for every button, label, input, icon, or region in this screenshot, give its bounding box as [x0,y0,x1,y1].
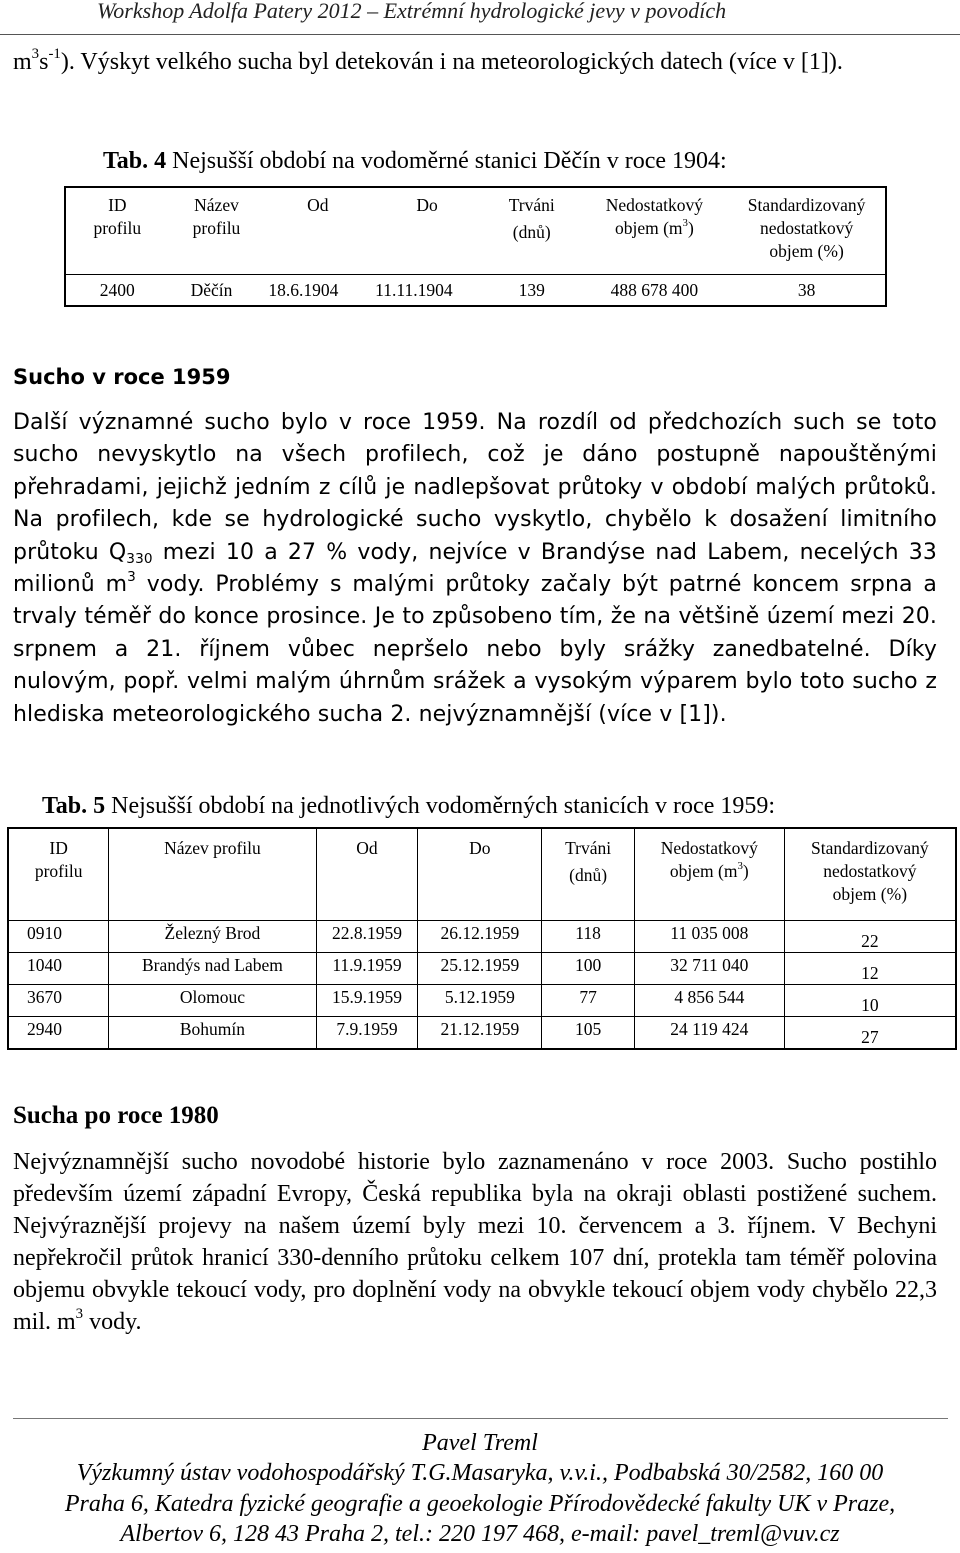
table1-header-nedostatkovy: Nedostatkový objem $(m^3)$ [605,195,703,238]
table1-header-name: Název profilu [192,195,241,238]
intro-sup-1: 3 [31,45,40,62]
table2-cell-name: Železný Brod [109,921,316,953]
table1-cell-objem: 488 678 400 [581,275,729,307]
table2-cell-name: Bohumín [109,1017,316,1050]
table2-cell-name: Brandýs nad Labem [109,953,316,985]
section2-text-b: vody. [83,1309,142,1335]
footer-line-3: Praha 6, Katedra fyzické geografie a geoekologie Přírodovědecké fakulty UK v Praze, [64,1491,896,1517]
table2-cell-id: 2940 [8,1017,109,1050]
table2-cell-trvani: 118 [542,921,635,953]
section1-sup: 3 [127,568,136,585]
table2-cell-pct: 12 [784,953,956,985]
table2-cell-do: 5.12.1959 [418,985,542,1017]
table2-cell-trvani: 105 [542,1017,635,1050]
table1-header-standardizovany: Standardizovaný nedostatkový objem (%) [747,195,866,261]
footer-line-2: Výzkumný ústav vodohospodářský T.G.Masaryka, v.v.i., Podbabská 30/2582, 160 00 [76,1460,884,1486]
table2-cell-objem: 11 035 008 [634,921,784,953]
table1-header-od: Od [307,195,329,215]
table1-header-row [65,187,886,275]
section-heading-1959: Sucho v roce 1959 [13,365,231,389]
intro-text-c: ). Výskyt velkého sucha byl detekován i na meteorologických datech (více v [1]). [60,49,843,75]
table2-cell-do: 26.12.1959 [418,921,542,953]
table2-header-name: Název profilu [109,828,316,921]
table-row [65,275,886,307]
table1-caption [103,148,727,175]
table2-cell-od: 15.9.1959 [316,985,418,1017]
table1-caption-text: Nejsušší období na vodoměrné stanici Děčín v roce 1904: [166,148,727,174]
running-header [0,0,960,35]
table2-caption-text: Nejsušší období na jednotlivých vodoměrných stanicích v roce 1959: [105,793,776,819]
footer-divider [13,1418,948,1419]
table1-cell-id: 2400 [65,275,169,307]
footer-line-4: Albertov 6, 128 43 Praha 2, tel.: 220 197 468, e-mail: pavel_treml@vuv.cz [120,1521,840,1547]
table2-header-nedostatkovy: Nedostatkový objem $(m^3)$ [634,828,784,921]
table1-header-do: Do [416,195,438,215]
table1-cell-trvani: 139 [483,275,581,307]
table2-header-trvani: Trváni (dnů) [542,828,635,921]
table2-cell-objem: 32 711 040 [634,953,784,985]
table2-header-od: Od [316,828,418,921]
table2-header-standardizovany: Standardizovaný nedostatkový objem (%) [784,828,956,921]
table1-cell-do: 11.11.1904 [371,275,483,307]
table2-cell-do: 21.12.1959 [418,1017,542,1050]
table1 [64,186,887,307]
section2-sup: 3 [75,1305,84,1322]
table2-cell-trvani: 100 [542,953,635,985]
table2 [7,827,957,1050]
footer-author: Pavel Treml [422,1430,538,1456]
header-text: Workshop Adolfa Patery 2012 – Extrémní hydrologické jevy v povodích [97,0,727,23]
intro-text-a: m [13,49,32,75]
table1-cell-name: Děčín [169,275,265,307]
table1-cell-pct: 38 [728,275,886,307]
table2-cell-pct: 27 [784,1017,956,1050]
table2-cell-id: 3670 [8,985,109,1017]
table2-cell-objem: 24 119 424 [634,1017,784,1050]
table2-cell-trvani: 77 [542,985,635,1017]
table-row [8,953,956,985]
table2-cell-objem: 4 856 544 [634,985,784,1017]
section1-paragraph [13,407,937,731]
intro-sup-2: -1 [48,45,61,62]
table2-header-do: Do [418,828,542,921]
table2-cell-id: 0910 [8,921,109,953]
table2-header-row [8,828,956,921]
table1-header-id: ID profilu [93,195,142,238]
table2-cell-name: Olomouc [109,985,316,1017]
table2-cell-od: 7.9.1959 [316,1017,418,1050]
table-row [8,1017,956,1050]
section2-text-a: Nejvýznamnější sucho novodobé historie bylo zaznamenáno v roce 2003. Sucho postihlo především území západní Evropy, Česká republika byla na okraji oblasti postižené suchem. Nejvýraznější projevy na našem území byly mezi 10. červencem a 3. říjnem. V Bechyni nepřekročil průtok hranicí 330-denního průtoku celkem 107 dní, protekla tam téměř polovina objemu obvykle tekoucí vody, pro doplnění vody na obvykle tekoucí objem vody chybělo 22,3 mil. m [13,1149,937,1335]
table-row [8,985,956,1017]
section2-paragraph [13,1146,937,1338]
table2-cell-id: 1040 [8,953,109,985]
table2-header-id: ID profilu [8,828,109,921]
section-heading-1980: Sucha po roce 1980 [13,1102,219,1129]
intro-text-b: s [39,49,49,75]
table2-caption-label: Tab. 5 [42,793,106,819]
table1-header-trvani: Trváni (dnů) [508,195,555,242]
table2-cell-od: 22.8.1959 [316,921,418,953]
table2-caption [42,793,775,820]
section1-text-c: vody. Problémy s malými průtoky začaly být patrné koncem srpna a trvaly téměř do konce prosince. Je to způsobeno tím, že na většině území mezi 20. srpnem a 21. říjnem vůbec nepršelo nebo byly srážky zanedbatelné. Díky nulovým, popř. velmi malým úhrnům srážek a vysokým výparem bylo toto sucho z hlediska meteorologického sucha 2. nejvýznamnější (více v [1]). [13,572,937,727]
table2-cell-od: 11.9.1959 [316,953,418,985]
section1-text-b: mezi 10 a 27 % vody, nejvíce v Brandýse nad Labem, necelých 33 milionů m [13,539,937,598]
table1-cell-od: 18.6.1904 [264,275,371,307]
section1-text-a: Další významné sucho bylo v roce 1959. Na rozdíl od předchozích such se toto sucho nevyskytlo na všech profilech, což je dáno postupně napouštěnými přehradami, jejichž jedním z cílů je nadlepšovat průtoky v období malých průtoků. Na profilech, kde se hydrologické sucho vyskytlo, chybělo k dosažení limitního průtoku Q [13,410,937,565]
table-row [8,921,956,953]
table2-cell-pct: 10 [784,985,956,1017]
table1-caption-label: Tab. 4 [103,148,167,174]
table2-cell-do: 25.12.1959 [418,953,542,985]
section1-sub: 330 [126,550,153,567]
intro-paragraph [13,46,937,78]
table2-cell-pct: 22 [784,921,956,953]
